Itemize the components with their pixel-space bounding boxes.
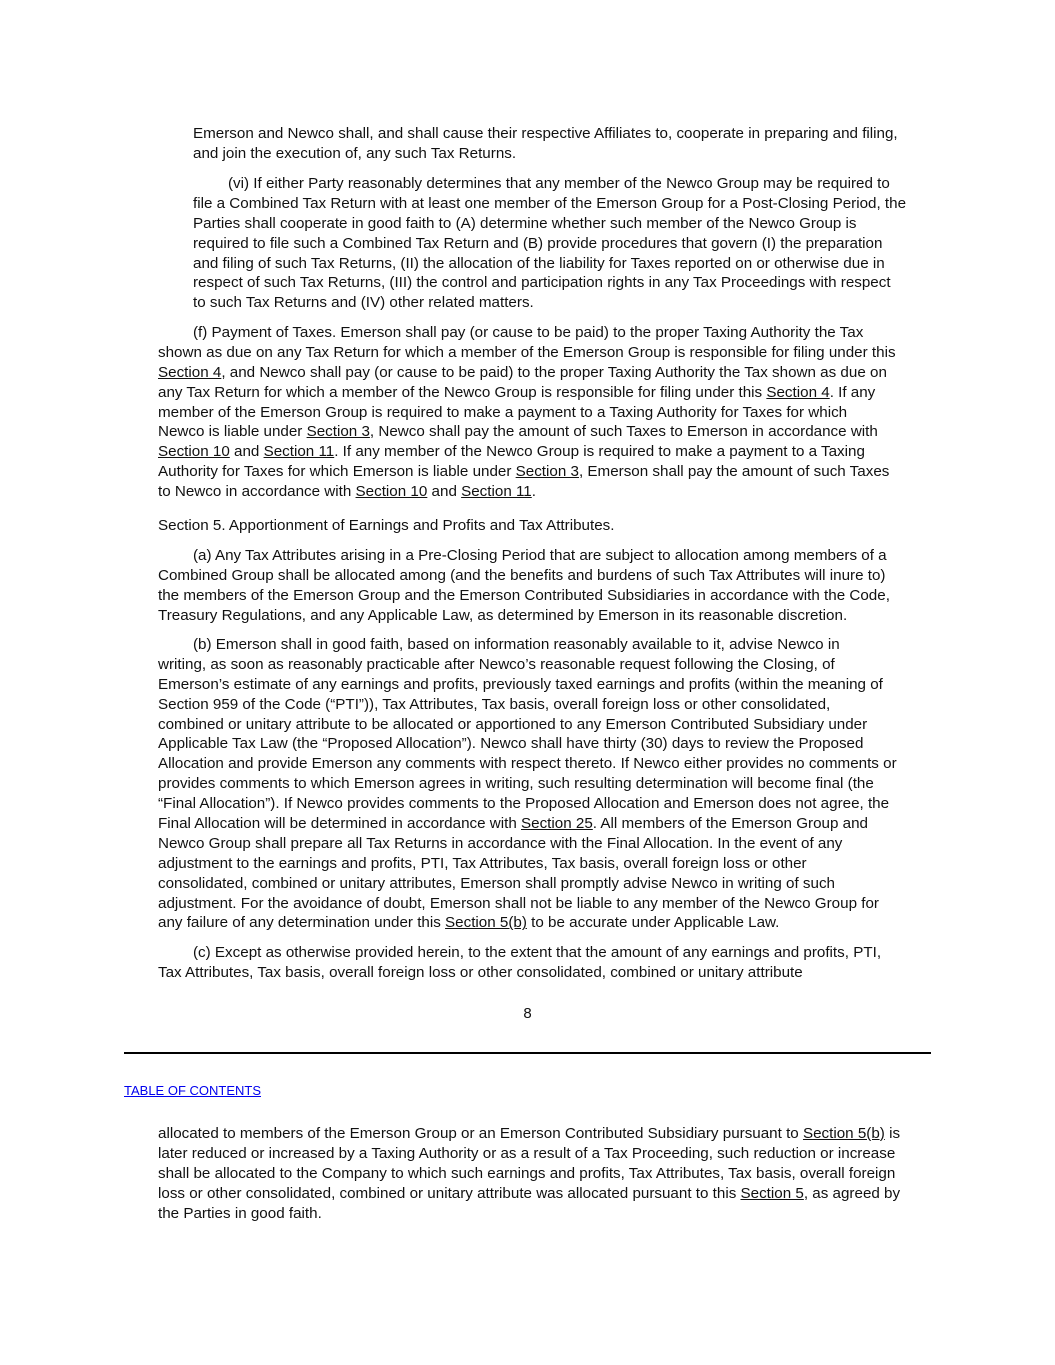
text-line xyxy=(158,1204,900,1224)
paragraph-c-adjustments xyxy=(158,943,881,983)
text-line xyxy=(158,635,897,655)
text-run: any failure of any determination under this xyxy=(158,914,446,932)
text-run: Tax Attributes, Tax basis, overall foreign loss or other consolidated, combined or unitary attribute xyxy=(158,963,803,981)
text-run: Final Allocation will be determined in accordance with xyxy=(158,815,522,833)
text-line xyxy=(158,774,897,794)
page-break-rule xyxy=(124,1052,931,1054)
section-reference: Section 3 xyxy=(515,463,579,481)
text-line xyxy=(158,834,897,854)
text-run: is xyxy=(884,1125,901,1142)
text-line xyxy=(158,943,881,963)
text-run: Newco Group shall prepare all Tax Returns in accordance with the Final Allocation. In the event of any xyxy=(158,834,843,852)
section-reference: Section 5(b) xyxy=(802,1125,885,1142)
text-run: Emerson’s estimate of any earnings and profits, previously taxed earnings and profits (within the meaning of xyxy=(158,675,883,693)
text-line xyxy=(158,323,896,343)
text-run: and join the execution of, any such Tax Returns. xyxy=(193,144,517,162)
text-run: consolidated, combined or unitary attributes, Emerson shall promptly advise Newco in writing of such xyxy=(158,874,836,892)
text-line xyxy=(158,1164,900,1184)
text-line xyxy=(158,403,896,423)
paragraph-b-proposed-allocation xyxy=(158,635,897,933)
text-line xyxy=(158,566,890,586)
section-reference: Section 25 xyxy=(521,815,593,833)
text-line xyxy=(158,894,897,914)
text-run: (a) Any Tax Attributes arising in a Pre-Closing Period that are subject to allocation among members of a xyxy=(193,547,887,564)
text-run: Section 959 of the Code (“PTI”)), Tax Attributes, Tax basis, overall foreign loss or other consolidated, xyxy=(158,695,831,713)
text-run: to be accurate under Applicable Law. xyxy=(526,914,780,932)
text-line xyxy=(158,1184,900,1204)
text-line xyxy=(158,655,897,675)
section-reference: Section 10 xyxy=(355,483,428,501)
text-run: Applicable Tax Law (the “Proposed Allocation”). Newco shall have thirty (30) days to review the Proposed xyxy=(158,735,864,753)
text-run: . xyxy=(531,483,536,501)
text-run: writing, as soon as reasonably practicable after Newco’s reasonable request following the Closing, of xyxy=(158,655,835,673)
text-line xyxy=(158,586,890,606)
text-run: and xyxy=(427,483,462,501)
text-run: allocated to members of the Emerson Group or an Emerson Contributed Subsidiary pursuant to xyxy=(158,1125,803,1142)
text-line xyxy=(158,913,897,933)
text-run: provides comments to which Emerson agrees in writing, such resulting determination will become final (the xyxy=(158,775,874,793)
section-reference: Section 4 xyxy=(158,363,222,381)
text-line xyxy=(158,1124,900,1144)
section-reference: Section 5 xyxy=(740,1184,804,1202)
text-run: . All members of the Emerson Group and xyxy=(592,815,868,833)
paragraph-c-continuation xyxy=(158,1124,900,1223)
text-line xyxy=(193,214,906,234)
text-line xyxy=(158,546,890,566)
section-reference: Section 3 xyxy=(306,423,370,441)
text-run: Authority for Taxes for which Emerson is liable under xyxy=(158,463,516,481)
text-line xyxy=(158,482,896,502)
text-run: Section 5. Apportionment of Earnings and Profits and Tax Attributes. xyxy=(158,517,615,534)
section-reference: Section 4 xyxy=(766,383,830,401)
text-line xyxy=(158,854,897,874)
text-run: Parties shall cooperate in good faith to (A) determine whether such member of the Newco Group is xyxy=(193,214,857,232)
text-run: (b) Emerson shall in good faith, based on information reasonably available to it, advise Newco in xyxy=(193,636,840,653)
text-run: , Newco shall pay the amount of such Taxes to Emerson in accordance with xyxy=(369,423,878,441)
text-line xyxy=(158,874,897,894)
text-line xyxy=(158,606,890,626)
text-line xyxy=(193,254,906,274)
text-line xyxy=(193,293,906,313)
text-run: , as agreed by xyxy=(803,1184,901,1202)
text-run: member of the Emerson Group is required to make a payment to a Taxing Authority for Taxes for which xyxy=(158,403,848,421)
text-run: Treasury Regulations, and any Applicable Law, as determined by Emerson in its reasonable discretion. xyxy=(158,606,848,624)
text-run: adjustment to the earnings and profits, PTI, Tax Attributes, Tax basis, overall foreign loss or other xyxy=(158,854,807,872)
text-line xyxy=(158,442,896,462)
text-run: . If any member of the Newco Group is required to make a payment to a Taxing xyxy=(334,443,865,461)
section-reference: Section 11 xyxy=(461,483,532,501)
text-run: (c) Except as otherwise provided herein, to the extent that the amount of any earnings and profits, PTI, xyxy=(193,944,882,961)
text-run: any Tax Return for which a member of the Newco Group is responsible for filing under this xyxy=(158,383,767,401)
text-run: and xyxy=(229,443,264,461)
text-line xyxy=(158,695,897,715)
text-line xyxy=(158,383,896,403)
text-run: Allocation and provide Emerson any comments with respect thereto. If Newco either provides no comments or xyxy=(158,755,897,773)
text-line xyxy=(193,194,906,214)
text-run: required to file such a Combined Tax Return and (B) provide procedures that govern (I) the preparation xyxy=(193,234,883,252)
paragraph-vi-combined-return xyxy=(193,174,906,313)
text-line xyxy=(158,794,897,814)
text-run: file a Combined Tax Return with at least one member of the Emerson Group for a Post-Closing Period, the xyxy=(193,194,907,212)
text-line xyxy=(193,124,898,144)
text-run: “Final Allocation”). If Newco provides comments to the Proposed Allocation and Emerson does not agree, the xyxy=(158,795,890,813)
text-line xyxy=(158,675,897,695)
text-run: to Newco in accordance with xyxy=(158,483,356,501)
text-run: Combined Group shall be allocated among (and the benefits and burdens of such Tax Attributes will inure to) xyxy=(158,566,886,584)
text-line xyxy=(158,516,614,536)
text-run: (f) Payment of Taxes. Emerson shall pay (or cause to be paid) to the proper Taxing Authority the Tax xyxy=(193,324,864,341)
text-line xyxy=(193,234,906,254)
text-run: respect of such Tax Returns, (III) the control and participation rights in any Tax Proceedings with respect xyxy=(193,274,891,292)
section-5-heading xyxy=(158,516,614,536)
text-line xyxy=(158,462,896,482)
text-run: shown as due on any Tax Return for which a member of the Emerson Group is responsible for filing under this xyxy=(158,343,896,361)
paragraph-f-payment-of-taxes xyxy=(158,323,896,502)
text-line xyxy=(158,363,896,383)
text-run: loss or other consolidated, combined or unitary attribute was allocated pursuant to this xyxy=(158,1184,741,1202)
section-reference: Section 5(b) xyxy=(445,914,527,932)
text-line xyxy=(158,343,896,363)
section-reference: Section 11 xyxy=(263,443,335,461)
text-line xyxy=(158,734,897,754)
table-of-contents-link[interactable]: TABLE OF CONTENTS xyxy=(124,1083,261,1098)
text-run: combined or unitary attribute to be allocated or apportioned to any Emerson Contributed Subsidiary under xyxy=(158,715,868,733)
text-run: , Emerson shall pay the amount of such Taxes xyxy=(578,463,890,481)
text-line xyxy=(158,715,897,735)
text-run: shall be allocated to the Company to which such earnings and profits, Tax Attributes, Tax basis, overall foreign xyxy=(158,1164,896,1182)
text-run: Newco is liable under xyxy=(158,423,307,441)
text-line xyxy=(158,814,897,834)
text-run: the members of the Emerson Group and the Emerson Contributed Subsidiaries in accordance with the Code, xyxy=(158,586,890,604)
text-run: the Parties in good faith. xyxy=(158,1204,322,1222)
text-line xyxy=(158,963,881,983)
paragraph-a-tax-attributes xyxy=(158,546,890,626)
text-run: Emerson and Newco shall, and shall cause their respective Affiliates to, cooperate in preparing and filing, xyxy=(193,125,898,142)
text-run: later reduced or increased by a Taxing Authority or as a result of a Tax Proceeding, such reduction or increase xyxy=(158,1144,896,1162)
text-run: , and Newco shall pay (or cause to be paid) to the proper Taxing Authority the Tax shown as due on xyxy=(221,363,887,381)
text-line xyxy=(158,1144,900,1164)
text-run: to such Tax Returns and (IV) other related matters. xyxy=(193,294,534,312)
text-run: . If any xyxy=(829,383,876,401)
text-run: and filing of such Tax Returns, (II) the allocation of the liability for Taxes reported on or otherwise due in xyxy=(193,254,885,272)
text-line xyxy=(193,174,906,194)
text-line xyxy=(193,273,906,293)
paragraph-return-cooperation xyxy=(193,124,898,164)
text-line xyxy=(158,754,897,774)
section-reference: Section 10 xyxy=(158,443,230,461)
text-line xyxy=(193,144,898,164)
text-line xyxy=(158,422,896,442)
page-number: 8 xyxy=(523,1005,532,1022)
text-run: adjustment. For the avoidance of doubt, Emerson shall not be liable to any member of the Newco Group for xyxy=(158,894,879,912)
text-run: (vi) If either Party reasonably determines that any member of the Newco Group may be required to xyxy=(228,175,890,192)
